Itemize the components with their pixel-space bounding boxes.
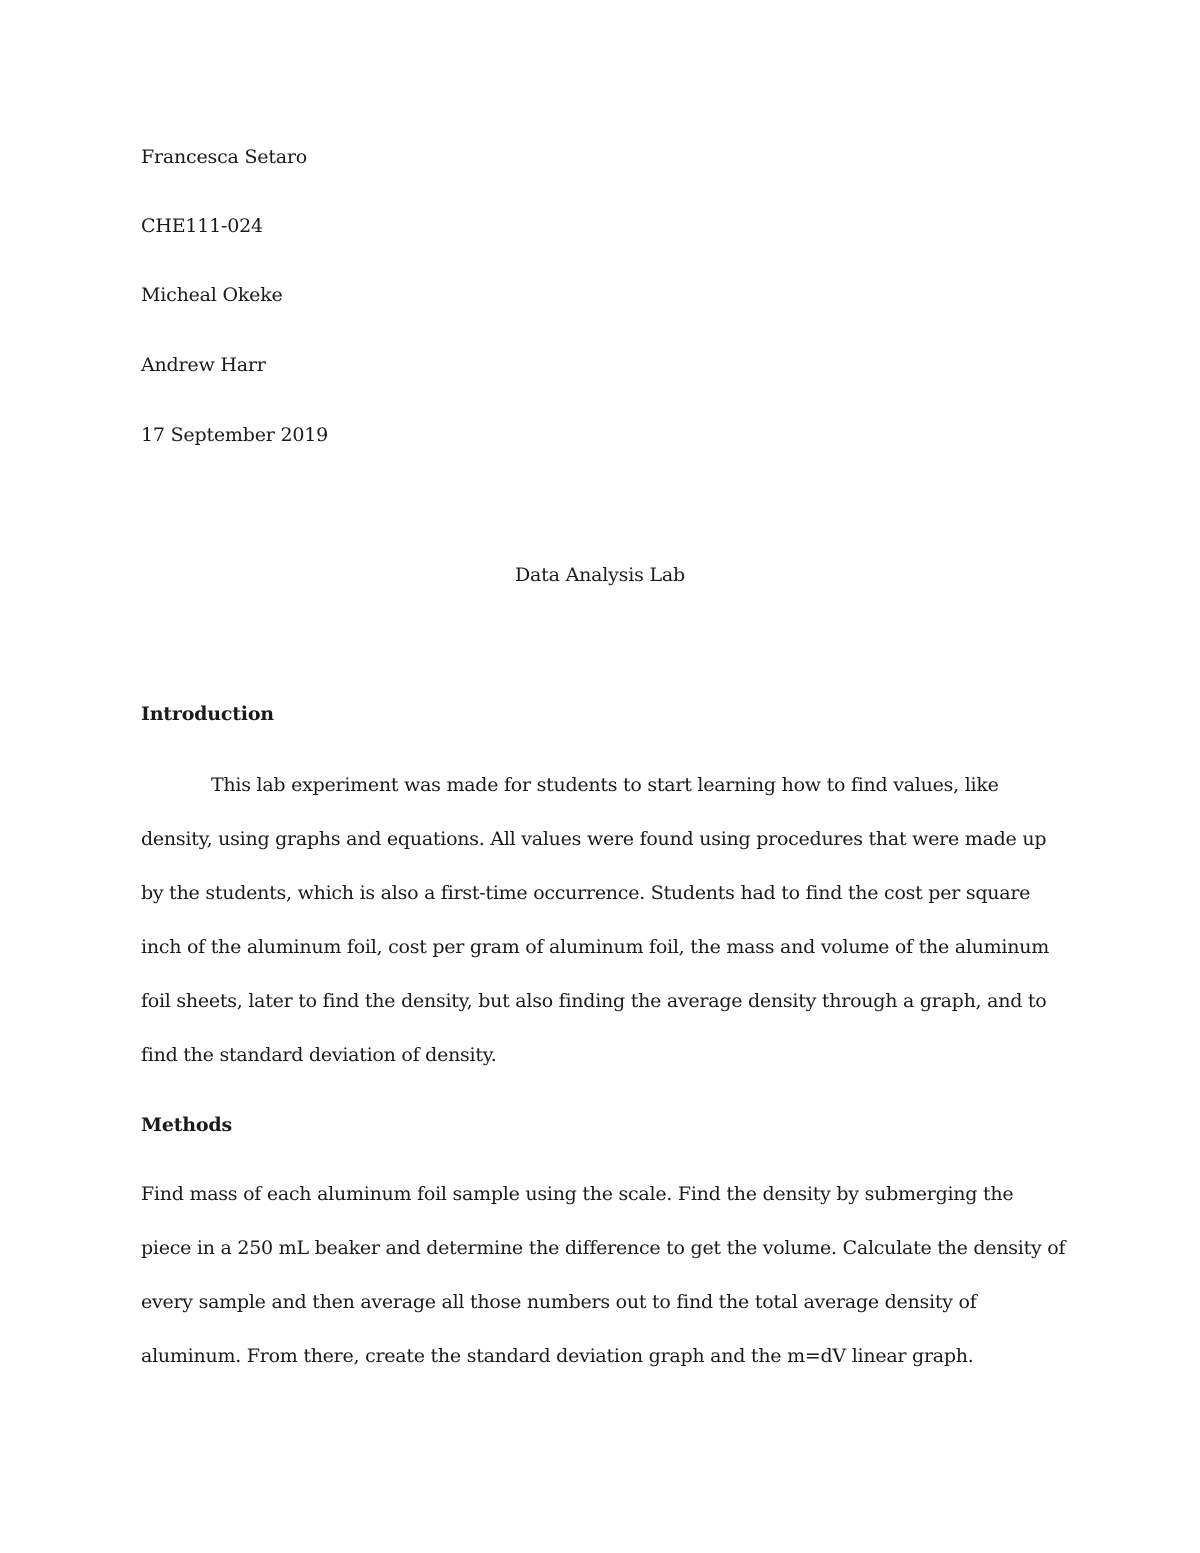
- introduction-line: by the students, which is also a first-time occurrence. Students had to find the cost per square: [141, 882, 1031, 904]
- introduction-heading: Introduction: [141, 703, 274, 725]
- student-name: Francesca Setaro: [141, 146, 308, 168]
- methods-line: every sample and then average all those numbers out to find the total average density of: [141, 1291, 977, 1313]
- methods-heading: Methods: [141, 1114, 232, 1136]
- course-code: CHE111-024: [141, 215, 263, 237]
- partner-name-2: Andrew Harr: [141, 354, 266, 376]
- partner-name-1: Micheal Okeke: [141, 284, 283, 306]
- introduction-paragraph: [141, 758, 1071, 1082]
- introduction-line: find the standard deviation of density.: [141, 1044, 497, 1066]
- report-date: 17 September 2019: [141, 424, 329, 446]
- introduction-line: foil sheets, later to find the density, but also finding the average density through a graph, and to: [141, 990, 1047, 1012]
- methods-paragraph: [141, 1167, 1071, 1383]
- methods-line: aluminum. From there, create the standard deviation graph and the m=dV linear graph.: [141, 1345, 974, 1367]
- methods-line: piece in a 250 mL beaker and determine the difference to get the volume. Calculate the density of: [141, 1237, 1066, 1259]
- introduction-line: inch of the aluminum foil, cost per gram of aluminum foil, the mass and volume of the aluminum: [141, 936, 1049, 958]
- introduction-line: density, using graphs and equations. All values were found using procedures that were made up: [141, 828, 1047, 850]
- introduction-line: This lab experiment was made for students to start learning how to find values, like: [211, 774, 999, 796]
- methods-line: Find mass of each aluminum foil sample using the scale. Find the density by submerging the: [141, 1183, 1014, 1205]
- document-title: Data Analysis Lab: [515, 564, 685, 586]
